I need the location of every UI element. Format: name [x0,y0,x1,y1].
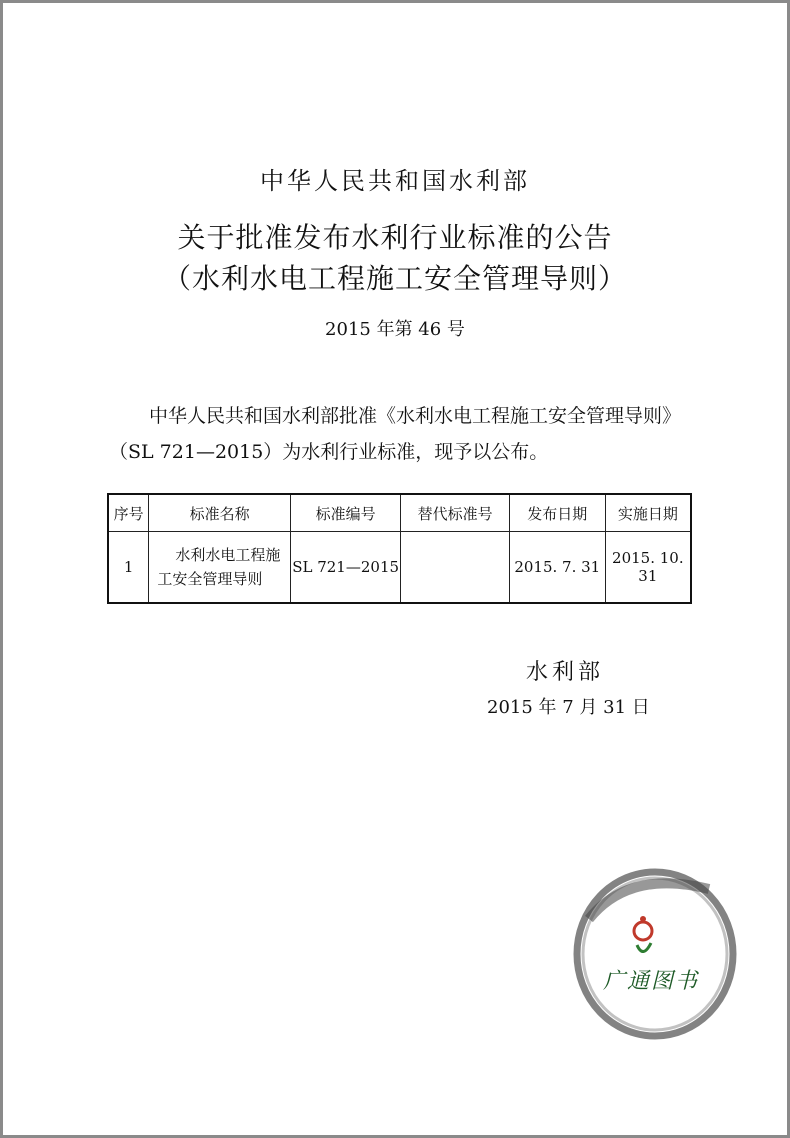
standards-table [107,493,692,604]
issue-date: 2015 年 7 月 31 日 [487,697,650,718]
header-published: 发布日期 [509,494,605,532]
document-number: 2015 年第 46 号 [325,319,465,340]
cell-effective: 2015. 10. 31 [605,532,691,604]
announcement-subtitle: （水利水电工程施工安全管理导则） [162,262,627,295]
header-code: 标准编号 [290,494,401,532]
body-paragraph: 中华人民共和国水利部批准《水利水电工程施工安全管理导则》（SL 721—2015）为水利行业标准，现予以公布。 [109,405,682,463]
header-name: 标准名称 [149,494,290,532]
ministry-name: 中华人民共和国水利部 [260,167,530,195]
publisher-seal-logo [569,859,739,1044]
cell-replaces [401,532,510,604]
cell-published: 2015. 7. 31 [509,532,605,604]
issuer-signature: 水利部 [526,660,605,685]
cell-index: 1 [108,532,149,604]
cell-code: SL 721—2015 [290,532,401,604]
table-row [108,532,691,604]
publisher-seal-text: 广通图书 [602,969,699,994]
announcement-title: 关于批准发布水利行业标准的公告 [177,221,613,254]
table-header-row [108,494,691,532]
header-replaces: 替代标准号 [401,494,510,532]
header-effective: 实施日期 [605,494,691,532]
cell-name-line1: 水利水电工程施 [175,546,281,564]
cell-name-line2: 工安全管理导则 [157,570,263,588]
seal-emblem-icon [634,916,652,952]
cell-name [149,532,290,604]
header-index: 序号 [108,494,149,532]
